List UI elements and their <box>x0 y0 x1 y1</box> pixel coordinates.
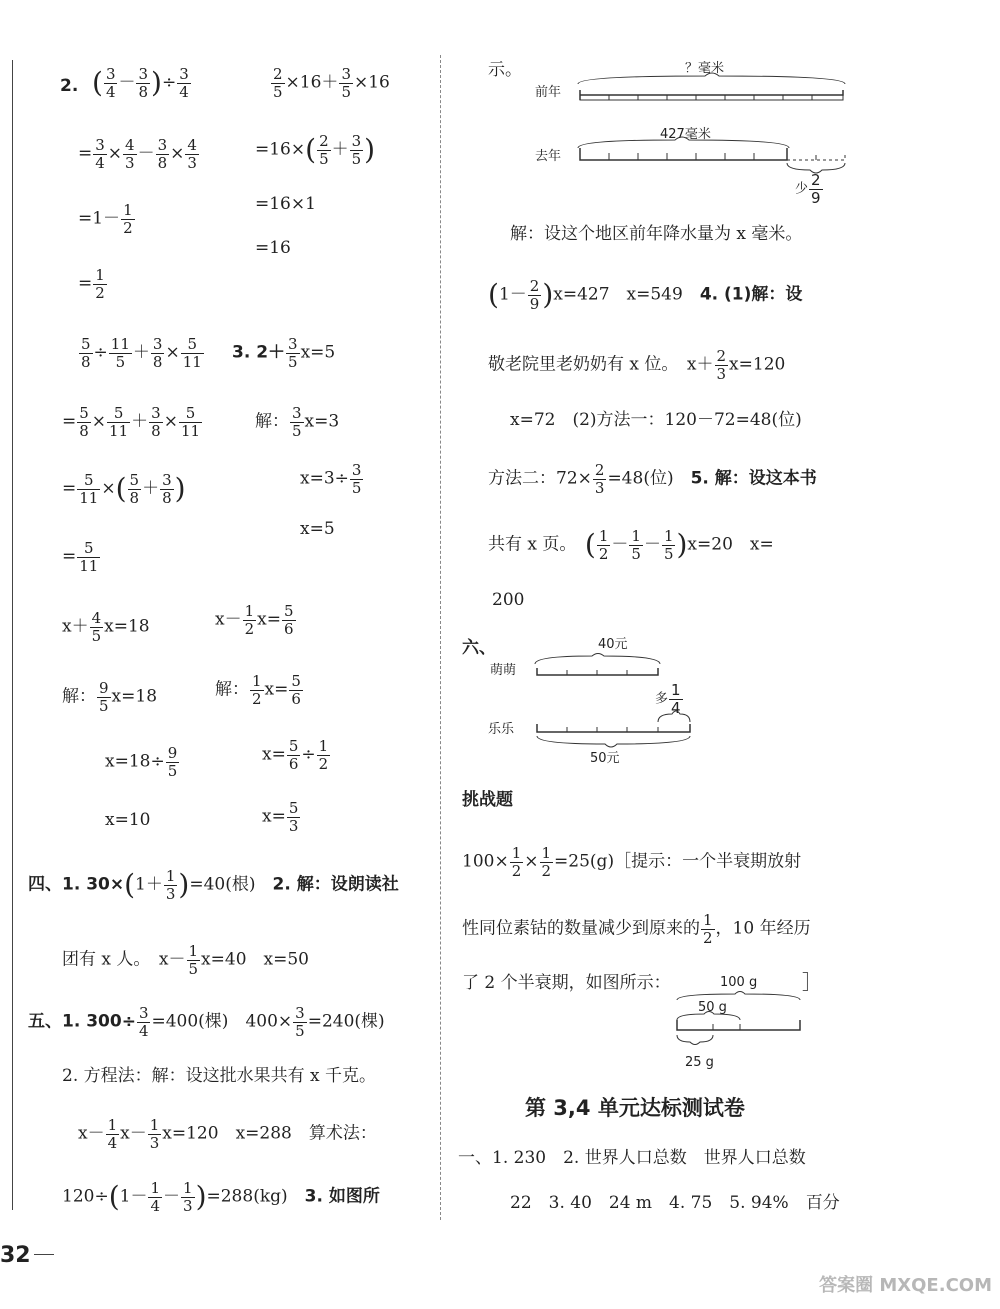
expr-left-2: $\frac{5}{8}$ ÷ $\frac{11}{5}$ ＋ $\frac{3}{8}$ × $\frac{5}{11}$ <box>81 335 202 371</box>
show-text: 示。 <box>488 60 522 80</box>
rain-setup: 解：设这个地区前年降水量为 x 毫米。 <box>510 224 803 244</box>
label-mengmeng: 萌萌 <box>490 663 517 678</box>
label-lele: 乐乐 <box>488 722 515 737</box>
step-l-6: = $\frac{5}{11}$ ×( $\frac{5}{8}$ ＋ $\frac{3}{8}$ ) <box>62 471 186 507</box>
section-5-q2: 2. 方程法：解：设这批水果共有 x 千克。 <box>62 1066 377 1086</box>
step-l-5: = $\frac{5}{8}$ × $\frac{5}{11}$ ＋ $\frac{3}{8}$ × $\frac{5}{11}$ <box>62 404 201 440</box>
eq-a-result: x=10 <box>105 810 151 830</box>
eq-b: x－ $\frac{1}{2}$ x= $\frac{5}{6}$ <box>215 602 294 638</box>
label-100g: 100 g <box>720 975 758 990</box>
label-50yuan: 50元 <box>590 751 620 766</box>
challenge-line-1: 100× $\frac{1}{2}$ × $\frac{1}{2}$ =25(g)［提示：一个半衰期放射 <box>462 844 802 880</box>
item-2-label: 2. <box>60 76 79 96</box>
step-l-2: = $\frac{3}{4}$ × $\frac{4}{3}$ － $\frac{3}{8}$ × $\frac{4}{3}$ <box>78 136 197 172</box>
label-qunian: 去年 <box>535 149 562 164</box>
eq-b-step: x= $\frac{5}{6}$ ÷ $\frac{1}{2}$ <box>262 737 329 773</box>
eq-b-sol: 解： $\frac{1}{2}$ x= $\frac{5}{6}$ <box>215 672 301 708</box>
eq-a: x＋ $\frac{4}{5}$ x=18 <box>62 609 150 645</box>
label-50g: 50 g <box>698 1000 727 1015</box>
step-l-7: = $\frac{5}{11}$ <box>62 539 99 575</box>
challenge-bracket: ］ <box>802 970 822 994</box>
label-40yuan: 40元 <box>598 637 628 652</box>
challenge-line-2: 性同位素钴的数量减少到原来的 $\frac{1}{2}$ ，10 年经历 <box>462 911 811 947</box>
section-5: 五、1. 300÷ $\frac{3}{4}$ =400(棵) 400× $\frac{3}{5}$ =240(棵) <box>28 1004 385 1040</box>
step-l-3: =1－ $\frac{1}{2}$ <box>78 201 133 237</box>
challenge-line-3: 了 2 个半衰期，如图所示： <box>462 973 671 993</box>
section-5-eq: x－ $\frac{1}{4}$ x－ $\frac{1}{3}$ x=120 x=288 算术法： <box>78 1116 377 1152</box>
q5-result: 200 <box>492 590 525 610</box>
label-shao: 少 $\frac{2}{9}$ <box>795 171 821 207</box>
step-r-3: =16×1 <box>255 194 316 214</box>
eq3: 3. 2＋ $\frac{3}{5}$ x=5 <box>232 335 336 371</box>
expr-left-1: ( $\frac{3}{4}$ － $\frac{3}{8}$ )÷ $\frac{3}{4}$ <box>92 65 189 101</box>
eq3-step: x=3÷ $\frac{3}{5}$ <box>300 461 362 497</box>
step-r-4: =16 <box>255 238 291 258</box>
q4-setup: 敬老院里老奶奶有 x 位。 x＋ $\frac{2}{3}$ x=120 <box>488 347 786 383</box>
expr-right-1: $\frac{2}{5}$ ×16＋ $\frac{3}{5}$ ×16 <box>273 65 390 101</box>
eq-b-result: x= $\frac{5}{3}$ <box>262 799 299 835</box>
eq-a-sol: 解： $\frac{9}{5}$ x=18 <box>62 679 158 715</box>
label-427mm: 427毫米 <box>660 127 711 142</box>
challenge-title: 挑战题 <box>462 790 513 810</box>
section-6: 六、 <box>462 638 496 658</box>
page-number: 32 <box>0 1243 31 1268</box>
watermark-logo: 答案圈 MXQE.COM <box>819 1275 992 1296</box>
q5-eq: 共有 x 页。 ( $\frac{1}{2}$ － $\frac{1}{5}$ － $\frac{1}{5}$ )x=20 x= <box>488 527 774 563</box>
label-qiannian: 前年 <box>535 85 562 100</box>
step-r-2: =16×( $\frac{2}{5}$ ＋ $\frac{3}{5}$ ) <box>255 132 376 168</box>
section-4: 四、1. 30×(1＋ $\frac{1}{3}$ )=40(根) 2. 解：设朗读社 <box>28 867 399 903</box>
label-25g: 25 g <box>685 1055 714 1070</box>
section-5-arith: 120÷(1－ $\frac{1}{4}$ － $\frac{1}{3}$ )=288(kg) 3. 如图所 <box>62 1179 380 1215</box>
label-duo: 多 $\frac{1}{4}$ <box>655 681 681 717</box>
rain-eq: (1－ $\frac{2}{9}$ )x=427 x=549 4. (1)解：设 <box>488 277 803 313</box>
test-line-1: 一、1. 230 2. 世界人口总数 世界人口总数 <box>458 1148 806 1168</box>
step-l-4: = $\frac{1}{2}$ <box>78 266 105 302</box>
eq-a-step: x=18÷ $\frac{9}{5}$ <box>105 744 178 780</box>
eq3-sol: 解： $\frac{3}{5}$ x=3 <box>255 404 340 440</box>
q4-method2: 方法二：72× $\frac{2}{3}$ =48(位) 5. 解：设这本书 <box>488 461 817 497</box>
section-title: 第 3,4 单元达标测试卷 <box>525 1096 745 1120</box>
label-q-mm: ？毫米 <box>685 61 725 76</box>
q4-method1: x=72 (2)方法一：120－72=48(位) <box>510 410 802 430</box>
eq3-result: x=5 <box>300 519 335 539</box>
test-line-2: 22 3. 40 24 m 4. 75 5. 94% 百分 <box>510 1193 840 1213</box>
section-4-eq: 团有 x 人。 x－ $\frac{1}{5}$ x=40 x=50 <box>62 942 309 978</box>
